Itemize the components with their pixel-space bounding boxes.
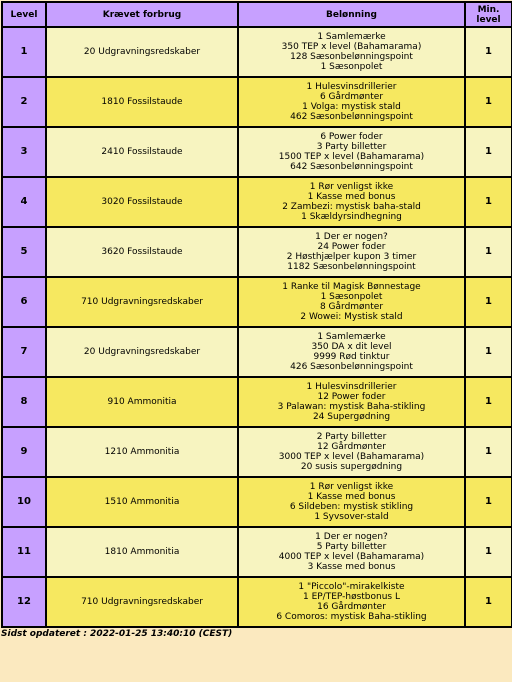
reward-line: 2 Party billetter <box>316 432 387 442</box>
table-row <box>2 577 512 627</box>
reward-line: 3 Party billetter <box>316 142 387 152</box>
required-cell: 910 Ammonitia <box>46 377 238 427</box>
reward-line: 3000 TEP x level (Bahamarama) <box>278 452 425 462</box>
required-cell: 710 Udgravningsredskaber <box>46 277 238 327</box>
reward-cell <box>238 377 465 427</box>
reward-line: 6 Power foder <box>320 132 383 142</box>
reward-cell <box>238 177 465 227</box>
required-cell: 710 Udgravningsredskaber <box>46 577 238 627</box>
required-cell: 1210 Ammonitia <box>46 427 238 477</box>
header-required: Krævet forbrug <box>46 2 238 27</box>
reward-cell <box>238 577 465 627</box>
header-reward: Belønning <box>238 2 465 27</box>
level-cell: 12 <box>2 577 46 627</box>
min-level-cell: 1 <box>465 527 512 577</box>
reward-cell <box>238 77 465 127</box>
reward-line: 426 Sæsonbelønningspoint <box>290 362 413 372</box>
reward-line: 24 Power foder <box>317 242 386 252</box>
level-cell: 5 <box>2 227 46 277</box>
reward-line: 1500 TEP x level (Bahamarama) <box>278 152 425 162</box>
min-level-cell: 1 <box>465 477 512 527</box>
reward-line: 20 susis supergødning <box>300 462 403 472</box>
reward-line: 2 Høsthjælper kupon 3 timer <box>286 252 417 262</box>
reward-line: 350 DA x dit level <box>311 342 392 352</box>
reward-line: 1 Hulesvinsdrillerier <box>306 382 397 392</box>
min-level-cell: 1 <box>465 27 512 77</box>
reward-cell <box>238 127 465 177</box>
reward-line: 1 Samlemærke <box>317 332 386 342</box>
min-level-cell: 1 <box>465 377 512 427</box>
table-row <box>2 227 512 277</box>
level-cell: 10 <box>2 477 46 527</box>
level-cell: 6 <box>2 277 46 327</box>
reward-cell <box>238 527 465 577</box>
reward-line: 12 Power foder <box>317 392 386 402</box>
table-row <box>2 127 512 177</box>
min-level-cell: 1 <box>465 127 512 177</box>
required-cell: 1810 Fossilstaude <box>46 77 238 127</box>
reward-line: 1 Skældyrsindhegning <box>301 212 402 222</box>
reward-line: 3 Palawan: mystisk Baha-stikling <box>277 402 426 412</box>
reward-line: 12 Gårdmønter <box>317 442 386 452</box>
min-level-cell: 1 <box>465 227 512 277</box>
table-body <box>2 27 512 627</box>
table-row <box>2 527 512 577</box>
reward-line: 1 Der er nogen? <box>315 532 388 542</box>
reward-line: 1 Volga: mystisk stald <box>302 102 401 112</box>
table-row <box>2 177 512 227</box>
level-cell: 1 <box>2 27 46 77</box>
reward-line: 1 Rør venligst ikke <box>309 182 394 192</box>
required-cell: 3020 Fossilstaude <box>46 177 238 227</box>
reward-line: 1 Ranke til Magisk Bønnestage <box>282 282 421 292</box>
reward-line: 1 Rør venligst ikke <box>309 482 394 492</box>
header-level: Level <box>2 2 46 27</box>
reward-line: 350 TEP x level (Bahamarama) <box>281 42 422 52</box>
min-level-cell: 1 <box>465 177 512 227</box>
table-row <box>2 327 512 377</box>
reward-line: 1 Kasse med bonus <box>307 492 396 502</box>
table-row <box>2 27 512 77</box>
reward-line: 642 Sæsonbelønningspoint <box>290 162 413 172</box>
reward-line: 1 Samlemærke <box>317 32 386 42</box>
table-row <box>2 77 512 127</box>
reward-cell <box>238 327 465 377</box>
last-updated-text: Sidst opdateret : 2022-01-25 13:40:10 (CEST) <box>1 629 233 639</box>
level-cell: 9 <box>2 427 46 477</box>
level-cell: 7 <box>2 327 46 377</box>
required-cell: 20 Udgravningsredskaber <box>46 327 238 377</box>
min-level-cell: 1 <box>465 577 512 627</box>
reward-line: 6 Sildeben: mystisk stikling <box>289 502 414 512</box>
rewards-table <box>1 1 512 628</box>
required-cell: 1810 Ammonitia <box>46 527 238 577</box>
level-cell: 4 <box>2 177 46 227</box>
reward-line: 1 Hulesvinsdrillerier <box>306 82 397 92</box>
reward-line: 24 Supergødning <box>312 412 391 422</box>
table-header-row <box>2 2 512 27</box>
table-row <box>2 377 512 427</box>
required-cell: 20 Udgravningsredskaber <box>46 27 238 77</box>
reward-cell <box>238 277 465 327</box>
reward-line: 1 Der er nogen? <box>315 232 388 242</box>
table-row <box>2 277 512 327</box>
reward-line: 4000 TEP x level (Bahamarama) <box>278 552 425 562</box>
table-row <box>2 477 512 527</box>
table-row <box>2 427 512 477</box>
min-level-cell: 1 <box>465 77 512 127</box>
reward-line: 1 EP/TEP-høstbonus L <box>302 592 400 602</box>
required-cell: 3620 Fossilstaude <box>46 227 238 277</box>
reward-line: 2 Zambezi: mystisk baha-stald <box>282 202 421 212</box>
reward-line: 6 Comoros: mystisk Baha-stikling <box>276 612 427 622</box>
reward-line: 5 Party billetter <box>316 542 387 552</box>
reward-cell <box>238 227 465 277</box>
reward-line: 462 Sæsonbelønningspoint <box>290 112 413 122</box>
level-cell: 8 <box>2 377 46 427</box>
reward-line: 2 Wowei: Mystisk stald <box>300 312 403 322</box>
reward-line: 16 Gårdmønter <box>317 602 386 612</box>
reward-line: 8 Gårdmønter <box>319 302 384 312</box>
reward-line: 6 Gårdmønter <box>319 92 384 102</box>
reward-line: 128 Sæsonbelønningspoint <box>290 52 413 62</box>
reward-cell <box>238 27 465 77</box>
required-cell: 1510 Ammonitia <box>46 477 238 527</box>
required-cell: 2410 Fossilstaude <box>46 127 238 177</box>
level-cell: 2 <box>2 77 46 127</box>
header-min-level: Min. level <box>465 2 512 27</box>
reward-cell <box>238 477 465 527</box>
reward-line: 1 Sæsonpolet <box>320 62 383 72</box>
reward-line: 1 Syvsover-stald <box>314 512 389 522</box>
reward-line: 1 Sæsonpolet <box>320 292 383 302</box>
level-cell: 11 <box>2 527 46 577</box>
min-level-cell: 1 <box>465 327 512 377</box>
min-level-cell: 1 <box>465 427 512 477</box>
reward-line: 1 "Piccolo"-mirakelkiste <box>298 582 405 592</box>
min-level-cell: 1 <box>465 277 512 327</box>
reward-line: 3 Kasse med bonus <box>307 562 396 572</box>
level-cell: 3 <box>2 127 46 177</box>
reward-cell <box>238 427 465 477</box>
reward-line: 1182 Sæsonbelønningspoint <box>287 262 416 272</box>
reward-line: 9999 Rød tinktur <box>313 352 390 362</box>
reward-line: 1 Kasse med bonus <box>307 192 396 202</box>
